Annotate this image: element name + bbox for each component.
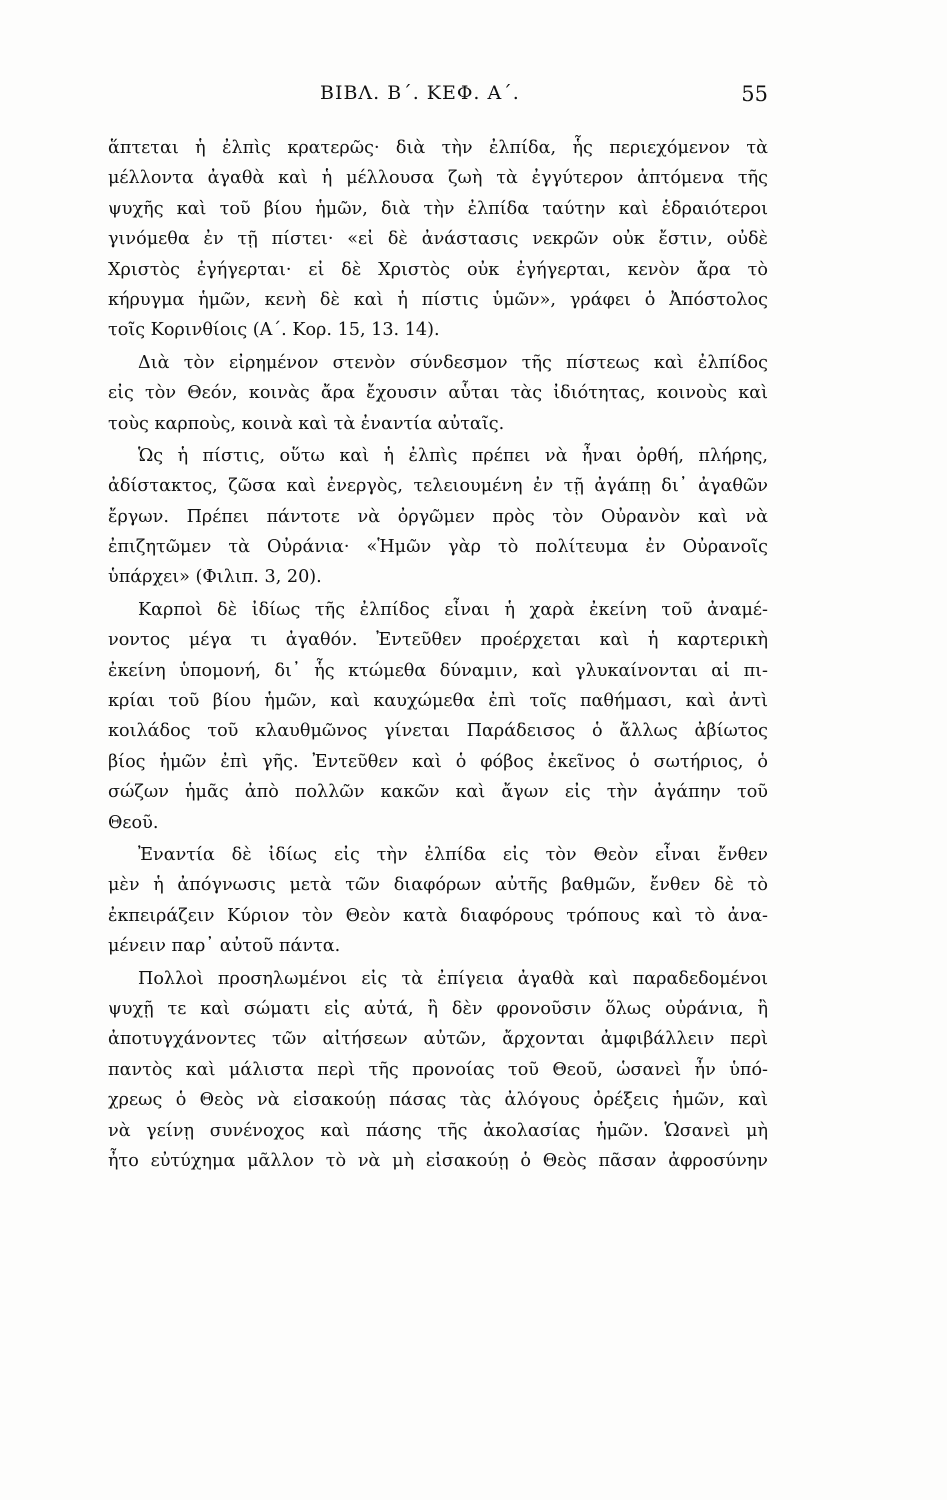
text-line: ψυχῆς καὶ τοῦ βίου ἡμῶν, διὰ τὴν ἐλπίδα ταύτην καὶ ἑδραιότεροι <box>108 198 768 219</box>
text-line: κήρυγμα ἡμῶν, κενὴ δὲ καὶ ἡ πίστις ὑμῶν», γράφει ὁ Ἀπόστολος <box>108 289 768 310</box>
text-line: ἦτο εὐτύχημα μᾶλλον τὸ νὰ μὴ εἰσακούῃ ὁ Θεὸς πᾶσαν ἀφροσύνην <box>108 1150 768 1171</box>
running-head: ΒΙΒΛ. Β΄. ΚΕΦ. Α΄. <box>320 82 520 104</box>
paragraph <box>108 964 768 1177</box>
text-line: Ὡς ἡ πίστις, οὕτω καὶ ἡ ἐλπὶς πρέπει νὰ ἦναι ὀρθή, πλήρης, <box>138 445 768 466</box>
text-line: παντὸς καὶ μάλιστα περὶ τῆς προνοίας τοῦ Θεοῦ, ὡσανεὶ ἦν ὑπό- <box>108 1059 768 1080</box>
text-line: Πολλοὶ προσηλωμένοι εἰς τὰ ἐπίγεια ἀγαθὰ καὶ παραδεδομένοι <box>138 968 768 989</box>
paragraph <box>108 595 768 838</box>
text-line: Ἐναντία δὲ ἰδίως εἰς τὴν ἐλπίδα εἰς τὸν Θεὸν εἶναι ἔνθεν <box>138 844 768 865</box>
text-line: μὲν ἡ ἀπόγνωσις μετὰ τῶν διαφόρων αὐτῆς βαθμῶν, ἔνθεν δὲ τὸ <box>108 875 768 896</box>
text-line: χρεως ὁ Θεὸς νὰ εἰσακούῃ πάσας τὰς ἀλόγους ὀρέξεις ἡμῶν, καὶ <box>108 1090 768 1111</box>
text-line: γινόμεθα ἐν τῇ πίστει· «εἰ δὲ ἀνάστασις νεκρῶν οὐκ ἔστιν, οὐδὲ <box>108 229 768 250</box>
text-line: κρίαι τοῦ βίου ἡμῶν, καὶ καυχώμεθα ἐπὶ τοῖς παθήμασι, καὶ ἀντὶ <box>108 691 768 712</box>
text-line: ἐκείνη ὑπομονή, δι᾽ ἧς κτώμεθα δύναμιν, καὶ γλυκαίνονται αἱ πι- <box>108 660 768 681</box>
text-line: νοντος μέγα τι ἀγαθόν. Ἐντεῦθεν προέρχεται καὶ ἡ καρτερικὴ <box>108 630 768 651</box>
text-line: ἀδίστακτος, ζῶσα καὶ ἐνεργὸς, τελειουμένη ἐν τῇ ἀγάπῃ δι᾽ ἀγαθῶν <box>108 476 768 497</box>
text-line: βίος ἡμῶν ἐπὶ γῆς. Ἐντεῦθεν καὶ ὁ φόβος ἐκεῖνος ὁ σωτήριος, ὁ <box>108 751 768 772</box>
text-line: ψυχῇ τε καὶ σώματι εἰς αὐτά, ἢ δὲν φρονοῦσιν ὅλως οὐράνια, ἢ <box>108 998 768 1019</box>
text-line: Καρποὶ δὲ ἰδίως τῆς ἐλπίδος εἶναι ἡ χαρὰ ἐκείνη τοῦ ἀναμέ- <box>138 599 768 620</box>
paragraph <box>108 348 768 439</box>
page-header <box>108 82 768 112</box>
text-line: τοὺς καρποὺς, κοινὰ καὶ τὰ ἐναντία αὐταῖς. <box>108 413 505 434</box>
page-number: 55 <box>741 82 768 106</box>
text-line: μένειν παρ᾽ αὐτοῦ πάντα. <box>108 936 341 957</box>
text-line: ὑπάρχει» (Φιλιπ. 3, 20). <box>108 567 322 588</box>
text-line: ἅπτεται ἡ ἐλπὶς κρατερῶς· διὰ τὴν ἐλπίδα, ἧς περιεχόμενον τὰ <box>108 138 768 158</box>
text-line: μέλλοντα ἀγαθὰ καὶ ἡ μέλλουσα ζωὴ τὰ ἐγγύτερον ἀπτόμενα τῆς <box>108 168 768 189</box>
paragraph <box>108 840 768 962</box>
text-line: τοῖς Κορινθίοις (Α΄. Κορ. 15, 13. 14). <box>108 320 440 341</box>
text-line: Χριστὸς ἐγήγερται· εἰ δὲ Χριστὸς οὐκ ἐγήγερται, κενὸν ἄρα τὸ <box>108 259 768 280</box>
text-line: κοιλάδος τοῦ κλαυθμῶνος γίνεται Παράδεισος ὁ ἄλλως ἀβίωτος <box>108 721 768 742</box>
text-line: νὰ γείνῃ συνένοχος καὶ πάσης τῆς ἀκολασίας ἡμῶν. Ὡσανεὶ μὴ <box>108 1120 768 1141</box>
text-line: Θεοῦ. <box>108 812 159 833</box>
text-line: ἔργων. Πρέπει πάντοτε νὰ ὀργῶμεν πρὸς τὸν Οὐρανὸν καὶ νὰ <box>108 506 768 527</box>
paragraph <box>108 441 768 593</box>
text-line: ἀποτυγχάνοντες τῶν αἰτήσεων αὐτῶν, ἄρχονται ἀμφιβάλλειν περὶ <box>108 1029 768 1050</box>
paragraph <box>108 133 768 346</box>
text-line: ἐπιζητῶμεν τὰ Οὐράνια· «Ἡμῶν γὰρ τὸ πολίτευμα ἐν Οὐρανοῖς <box>108 537 768 558</box>
body-text <box>108 133 768 1176</box>
text-line: σώζων ἡμᾶς ἀπὸ πολλῶν κακῶν καὶ ἄγων εἰς τὴν ἀγάπην τοῦ <box>108 782 768 803</box>
text-line: εἰς τὸν Θεόν, κοινὰς ἄρα ἔχουσιν αὗται τὰς ἰδιότητας, κοινοὺς καὶ <box>108 383 768 404</box>
text-line: ἐκπειράζειν Κύριον τὸν Θεὸν κατὰ διαφόρους τρόπους καὶ τὸ ἀνα- <box>108 905 768 926</box>
text-line: Διὰ τὸν εἰρημένον στενὸν σύνδεσμον τῆς πίστεως καὶ ἐλπίδος <box>138 352 768 373</box>
